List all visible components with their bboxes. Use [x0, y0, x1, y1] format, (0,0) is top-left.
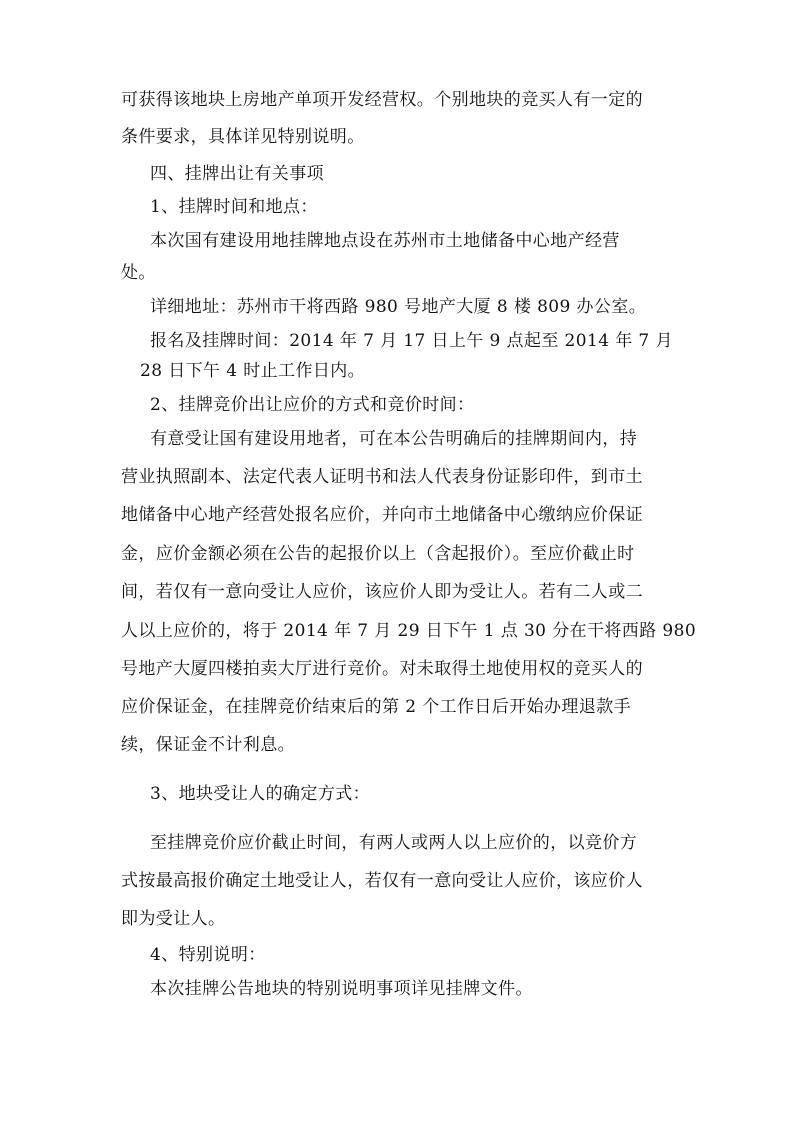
subsection-heading: 3、地块受让人的确定方式：	[150, 784, 371, 804]
paragraph-line: 营业执照副本、法定代表人证明书和法人代表身份证影印件，到市土	[121, 467, 643, 487]
paragraph-line: 即为受让人。	[121, 909, 226, 929]
section-heading: 四、挂牌出让有关事项	[150, 164, 324, 184]
time-line-continued: 28 日下午 4 时止工作日内。	[140, 361, 366, 381]
subsection-heading: 1、挂牌时间和地点：	[150, 197, 318, 217]
time-line: 报名及挂牌时间：2014 年 7 月 17 日上午 9 点起至 2014 年 7 月	[150, 331, 673, 351]
paragraph-line: 本次挂牌公告地块的特别说明事项详见挂牌文件。	[150, 979, 533, 999]
paragraph-line: 地储备中心地产经营处报名应价，并向市土地储备中心缴纳应价保证	[121, 505, 643, 525]
paragraph-line: 本次国有建设用地挂牌地点设在苏州市土地储备中心地产经营	[150, 231, 620, 251]
paragraph-line: 间，若仅有一意向受让人应价，该应价人即为受让人。若有二人或二	[121, 582, 643, 602]
address-line: 详细地址：苏州市干将西路 980 号地产大厦 8 楼 809 办公室。	[150, 297, 647, 317]
paragraph-line: 人以上应价的，将于 2014 年 7 月 29 日下午 1 点 30 分在干将西路 980	[121, 621, 697, 641]
paragraph-line: 有意受让国有建设用地者，可在本公告明确后的挂牌期间内，持	[150, 429, 638, 449]
paragraph-line: 应价保证金，在挂牌竞价结束后的第 2 个工作日后开始办理退款手	[121, 697, 632, 717]
subsection-heading: 2、挂牌竞价出让应价的方式和竞价时间：	[150, 395, 475, 415]
paragraph-line: 金，应价金额必须在公告的起报价以上（含起报价）。至应价截止时	[121, 544, 635, 564]
paragraph-line: 式按最高报价确定土地受让人，若仅有一意向受让人应价，该应价人	[121, 871, 643, 891]
subsection-heading: 4、特别说明：	[150, 945, 266, 965]
paragraph-line: 条件要求，具体详见特别说明。	[121, 127, 365, 147]
paragraph-line: 处。	[121, 263, 156, 283]
paragraph-line: 至挂牌竞价应价截止时间，有两人或两人以上应价的，以竞价方	[150, 833, 638, 853]
paragraph-line: 续，保证金不计利息。	[121, 735, 295, 755]
paragraph-line: 可获得该地块上房地产单项开发经营权。个别地块的竞买人有一定的	[121, 90, 643, 110]
paragraph-line: 号地产大厦四楼拍卖大厅进行竞价。对未取得土地使用权的竞买人的	[121, 659, 643, 679]
